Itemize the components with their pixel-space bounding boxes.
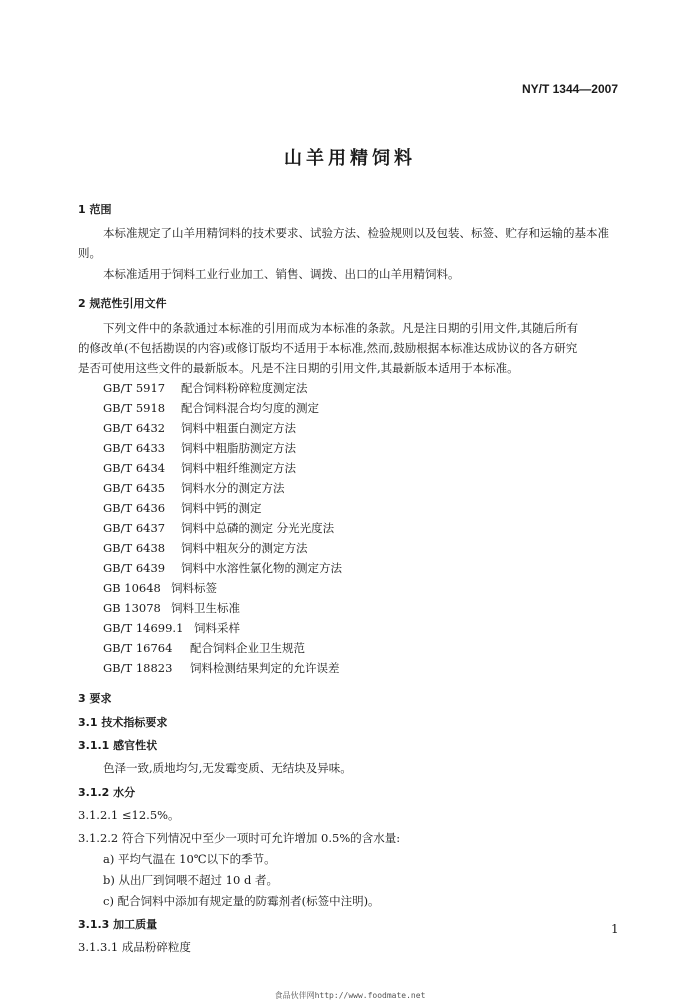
reference-title: 饲料采样 [194, 621, 240, 635]
reference-code: GB/T 5917 [103, 381, 166, 395]
list-item-b: b) 从出厂到饲喂不超过 10 d 者。 [103, 873, 278, 887]
reference-code: GB/T 14699.1 [103, 621, 184, 635]
reference-item [103, 660, 340, 676]
section-3-1-heading: 3.1 技术指标要求 [78, 716, 168, 729]
reference-title: 饲料卫生标准 [171, 601, 240, 615]
reference-item [103, 580, 217, 596]
section-1-para-1b: 则。 [78, 246, 101, 260]
reference-item [103, 480, 285, 496]
reference-title: 饲料检测结果判定的允许误差 [190, 661, 340, 675]
reference-item [103, 520, 334, 536]
reference-code: GB/T 18823 [103, 661, 173, 675]
section-2-heading: 2 规范性引用文件 [78, 297, 167, 310]
section-3-1-1-heading: 3.1.1 感官性状 [78, 739, 158, 752]
reference-code: GB 13078 [103, 601, 161, 615]
reference-item [103, 400, 319, 416]
page-title: 山羊用精饲料 [284, 148, 416, 169]
reference-title: 饲料中总磷的测定 分光光度法 [181, 521, 335, 535]
reference-code: GB/T 6432 [103, 421, 166, 435]
section-3-heading: 3 要求 [78, 692, 112, 705]
reference-item [103, 560, 342, 576]
reference-item [103, 640, 305, 656]
section-3-1-1-text: 色泽一致,质地均匀,无发霉变质、无结块及异味。 [103, 761, 352, 775]
clause-3-1-2-2: 3.1.2.2 符合下列情况中至少一项时可允许增加 0.5%的含水量: [78, 831, 401, 845]
reference-code: GB/T 6437 [103, 521, 166, 535]
reference-item [103, 620, 240, 636]
reference-item [103, 420, 296, 436]
reference-item [103, 440, 296, 456]
standard-code: NY/T 1344—2007 [521, 82, 618, 96]
clause-3-1-2-1: 3.1.2.1 ≤12.5%。 [78, 808, 180, 822]
reference-title: 饲料中钙的测定 [181, 501, 262, 515]
section-1-heading: 1 范围 [78, 203, 112, 216]
reference-code: GB/T 6436 [103, 501, 166, 515]
footer-watermark: 食品伙伴网http://www.foodmate.net [274, 991, 426, 1000]
reference-title: 饲料中水溶性氯化物的测定方法 [181, 561, 342, 575]
reference-code: GB/T 6439 [103, 561, 166, 575]
reference-item [103, 540, 308, 556]
reference-title: 饲料标签 [171, 581, 217, 595]
reference-code: GB/T 16764 [103, 641, 173, 655]
reference-item [103, 500, 262, 516]
section-3-1-3-heading: 3.1.3 加工质量 [78, 918, 158, 931]
reference-code: GB 10648 [103, 581, 161, 595]
reference-code: GB/T 5918 [103, 401, 166, 415]
reference-code: GB/T 6433 [103, 441, 166, 455]
reference-title: 饲料水分的测定方法 [181, 481, 285, 495]
reference-title: 配合饲料混合均匀度的测定 [181, 401, 319, 415]
reference-title: 饲料中粗蛋白测定方法 [181, 421, 296, 435]
list-item-c: c) 配合饲料中添加有规定量的防霉剂者(标签中注明)。 [103, 894, 380, 908]
reference-code: GB/T 6435 [103, 481, 166, 495]
page-number: 1 [611, 922, 619, 936]
reference-item [103, 380, 308, 396]
section-2-para-a: 下列文件中的条款通过本标准的引用而成为本标准的条款。凡是注日期的引用文件,其随后所有 [103, 321, 579, 335]
reference-title: 配合饲料企业卫生规范 [190, 641, 305, 655]
reference-title: 配合饲料粉碎粒度测定法 [181, 381, 308, 395]
reference-code: GB/T 6438 [103, 541, 166, 555]
clause-3-1-3-1: 3.1.3.1 成品粉碎粒度 [78, 940, 191, 954]
list-item-a: a) 平均气温在 10℃以下的季节。 [103, 852, 276, 866]
reference-title: 饲料中粗纤维测定方法 [181, 461, 296, 475]
reference-title: 饲料中粗灰分的测定方法 [181, 541, 308, 555]
section-3-1-2-heading: 3.1.2 水分 [78, 786, 136, 799]
section-2-para-b: 的修改单(不包括勘误的内容)或修订版均不适用于本标准,然而,鼓励根据本标准达成协议的各方研究 [78, 341, 578, 355]
reference-title: 饲料中粗脂肪测定方法 [181, 441, 296, 455]
reference-item [103, 460, 296, 476]
section-1-para-1a: 本标准规定了山羊用精饲料的技术要求、试验方法、检验规则以及包装、标签、贮存和运输的基本准 [103, 226, 609, 240]
section-1-para-2: 本标准适用于饲料工业行业加工、销售、调拨、出口的山羊用精饲料。 [103, 267, 460, 281]
reference-code: GB/T 6434 [103, 461, 166, 475]
section-2-para-c: 是否可使用这些文件的最新版本。凡是不注日期的引用文件,其最新版本适用于本标准。 [78, 361, 519, 375]
reference-item [103, 600, 240, 616]
